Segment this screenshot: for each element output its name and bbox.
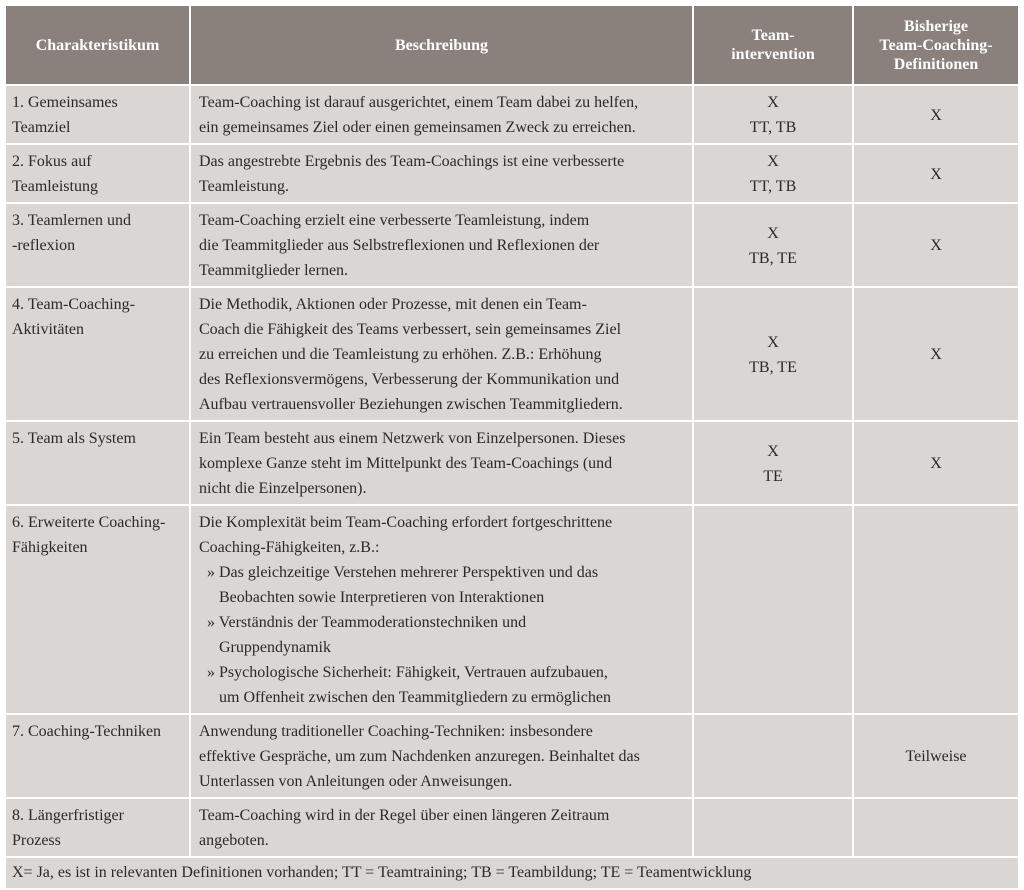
header-charakteristikum: Charakteristikum bbox=[6, 6, 189, 84]
characteristic-cell: 3. Teamlernen und -reflexion bbox=[6, 204, 189, 286]
intervention-cell bbox=[694, 799, 852, 856]
table-row bbox=[6, 506, 1018, 713]
header-beschreibung: Beschreibung bbox=[191, 6, 692, 84]
table-row bbox=[6, 288, 1018, 420]
definition-cell: X bbox=[854, 86, 1018, 143]
characteristic-cell: 7. Coaching-Techniken bbox=[6, 715, 189, 797]
description-cell: Ein Team besteht aus einem Netzwerk von Einzelpersonen. Dieses komplexe Ganze steht im Mittelpunkt des Team-Coachings (und nicht die Einzelpersonen). bbox=[191, 422, 692, 504]
description-cell: Die Komplexität beim Team-Coaching erfordert fortgeschrittene Coaching-Fähigkeiten, z.B.: » Das gleichzeitige Verstehen mehrerer Perspektiven und das Beobachten sowie Interpretieren von Interaktionen » Verständnis der Teammoderationstechniken und Gruppendynamik » Psychologische Sicherheit: Fähigkeit, Vertrauen aufzubauen, um Offenheit zwischen den Teammitgliedern zu ermöglichen bbox=[191, 506, 692, 713]
definition-cell bbox=[854, 799, 1018, 856]
table-row bbox=[6, 422, 1018, 504]
header-teamintervention: Team- intervention bbox=[694, 6, 852, 84]
characteristic-cell: 8. Längerfristiger Prozess bbox=[6, 799, 189, 856]
definition-cell: X bbox=[854, 422, 1018, 504]
legend-text: X= Ja, es ist in relevanten Definitionen vorhanden; TT = Teamtraining; TB = Teambildung; TE = Teamentwicklung bbox=[6, 858, 1018, 888]
table-row bbox=[6, 204, 1018, 286]
bullet-item: » Das gleichzeitige Verstehen mehrerer Perspektiven und das bbox=[207, 564, 599, 581]
bullet-item: » Psychologische Sicherheit: Fähigkeit, Vertrauen aufzubauen, bbox=[207, 664, 608, 681]
definition-cell: X bbox=[854, 204, 1018, 286]
table-row bbox=[6, 715, 1018, 797]
intervention-cell: X TT, TB bbox=[694, 145, 852, 202]
header-row bbox=[6, 6, 1018, 84]
legend-row bbox=[6, 858, 1018, 888]
intervention-cell: X TB, TE bbox=[694, 288, 852, 420]
characteristic-cell: 2. Fokus auf Teamleistung bbox=[6, 145, 189, 202]
description-cell: Team-Coaching erzielt eine verbesserte Teamleistung, indem die Teammitglieder aus Selbstreflexionen und Reflexionen der Teammitglieder lernen. bbox=[191, 204, 692, 286]
description-cell: Das angestrebte Ergebnis des Team-Coachings ist eine verbesserte Teamleistung. bbox=[191, 145, 692, 202]
intervention-cell: X TB, TE bbox=[694, 204, 852, 286]
bullet-item: » Verständnis der Teammoderationstechniken und bbox=[207, 614, 527, 631]
characteristic-cell: 6. Erweiterte Coaching- Fähigkeiten bbox=[6, 506, 189, 713]
definition-cell: X bbox=[854, 288, 1018, 420]
intervention-cell bbox=[694, 715, 852, 797]
table-row bbox=[6, 86, 1018, 143]
header-definitionen: Bisherige Team-Coaching- Definitionen bbox=[854, 6, 1018, 84]
characteristic-cell: 1. Gemeinsames Teamziel bbox=[6, 86, 189, 143]
description-cell: Team-Coaching wird in der Regel über einen längeren Zeitraum angeboten. bbox=[191, 799, 692, 856]
definition-cell bbox=[854, 506, 1018, 713]
intervention-cell: X TT, TB bbox=[694, 86, 852, 143]
description-cell: Die Methodik, Aktionen oder Prozesse, mit denen ein Team- Coach die Fähigkeit des Teams verbessert, sein gemeinsames Ziel zu erreichen und die Teamleistung zu erhöhen. Z.B.: Erhöhung des Reflexionsvermögens, Verbesserung der Kommunikation und Aufbau vertrauensvoller Beziehungen zwischen Teammitgliedern. bbox=[191, 288, 692, 420]
table-row bbox=[6, 799, 1018, 856]
table-row bbox=[6, 145, 1018, 202]
description-cell: Anwendung traditioneller Coaching-Techniken: insbesondere effektive Gespräche, um zum Nachdenken anzuregen. Beinhaltet das Unterlassen von Anleitungen oder Anweisungen. bbox=[191, 715, 692, 797]
intervention-cell bbox=[694, 506, 852, 713]
table-container bbox=[4, 4, 1020, 890]
definition-cell: X bbox=[854, 145, 1018, 202]
characteristic-cell: 4. Team-Coaching- Aktivitäten bbox=[6, 288, 189, 420]
description-cell: Team-Coaching ist darauf ausgerichtet, einem Team dabei zu helfen, ein gemeinsames Ziel oder einen gemeinsamen Zweck zu erreichen. bbox=[191, 86, 692, 143]
definition-cell: Teilweise bbox=[854, 715, 1018, 797]
characteristics-table bbox=[4, 4, 1020, 890]
characteristic-cell: 5. Team als System bbox=[6, 422, 189, 504]
intervention-cell: X TE bbox=[694, 422, 852, 504]
